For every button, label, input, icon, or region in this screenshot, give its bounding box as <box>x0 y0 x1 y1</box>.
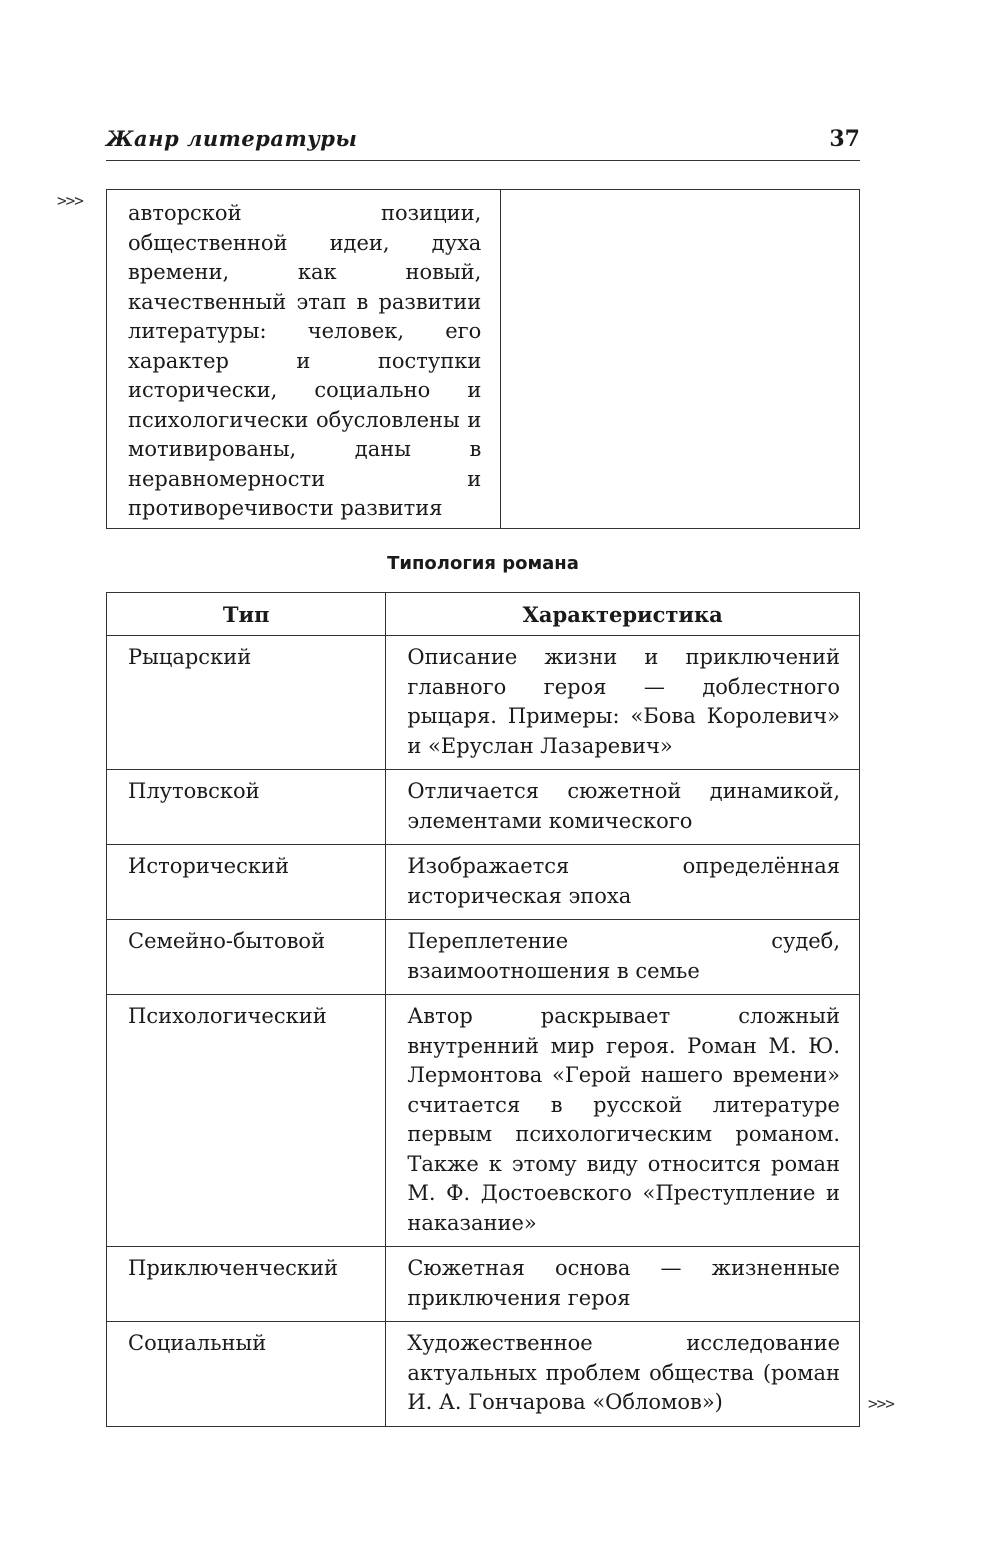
row-description: Описание жизни и приключений главного героя — доблестного рыцаря. Примеры: «Бова Королевич» и «Еруслан Лазаревич» <box>386 636 860 770</box>
row-description: Переплетение судеб, взаимоотношения в семье <box>386 920 860 995</box>
continued-cell-left: авторской позиции, общественной идеи, духа времени, как новый, качественный этап в развитии литературы: человек, его характер и поступки исторически, социально и психологически обусловлены и мотивированы, даны в неравномерности и противоречивости развития <box>107 190 501 529</box>
table-row <box>107 920 860 995</box>
page-header <box>106 122 860 162</box>
row-description: Изображается определённая историческая эпоха <box>386 845 860 920</box>
row-description: Художественное исследование актуальных проблем общества (роман И. А. Гончарова «Обломов») <box>386 1322 860 1427</box>
typology-table <box>106 592 860 1427</box>
table-row <box>107 995 860 1247</box>
row-type: Приключенческий <box>107 1247 386 1322</box>
table-row <box>107 1322 860 1427</box>
table-row <box>107 190 860 529</box>
table-row <box>107 636 860 770</box>
row-description: Отличается сюжетной динамикой, элементами комического <box>386 770 860 845</box>
continuation-mark-bottom: >>> <box>868 1394 894 1413</box>
continued-table <box>106 189 860 529</box>
page-number: 37 <box>829 126 860 152</box>
row-type: Рыцарский <box>107 636 386 770</box>
row-description: Сюжетная основа — жизненные приключения героя <box>386 1247 860 1322</box>
row-type: Психологический <box>107 995 386 1247</box>
table-row <box>107 770 860 845</box>
table-row <box>107 845 860 920</box>
running-title: Жанр литературы <box>106 126 358 151</box>
continuation-mark-top: >>> <box>57 191 83 210</box>
row-type: Семейно-бытовой <box>107 920 386 995</box>
row-type: Социальный <box>107 1322 386 1427</box>
table-header-row <box>107 593 860 636</box>
column-header-type: Тип <box>107 593 386 636</box>
table-caption: Типология романа <box>387 553 579 574</box>
row-description: Автор раскрывает сложный внутренний мир героя. Роман М. Ю. Лермонтова «Герой нашего времени» считается в русской литературе первым психологическим романом. Также к этому виду относится роман М. Ф. Достоевского «Преступление и наказание» <box>386 995 860 1247</box>
column-header-description: Характеристика <box>386 593 860 636</box>
table-row <box>107 1247 860 1322</box>
header-rule <box>106 160 860 161</box>
row-type: Плутовской <box>107 770 386 845</box>
continued-cell-right <box>501 190 860 529</box>
row-type: Исторический <box>107 845 386 920</box>
